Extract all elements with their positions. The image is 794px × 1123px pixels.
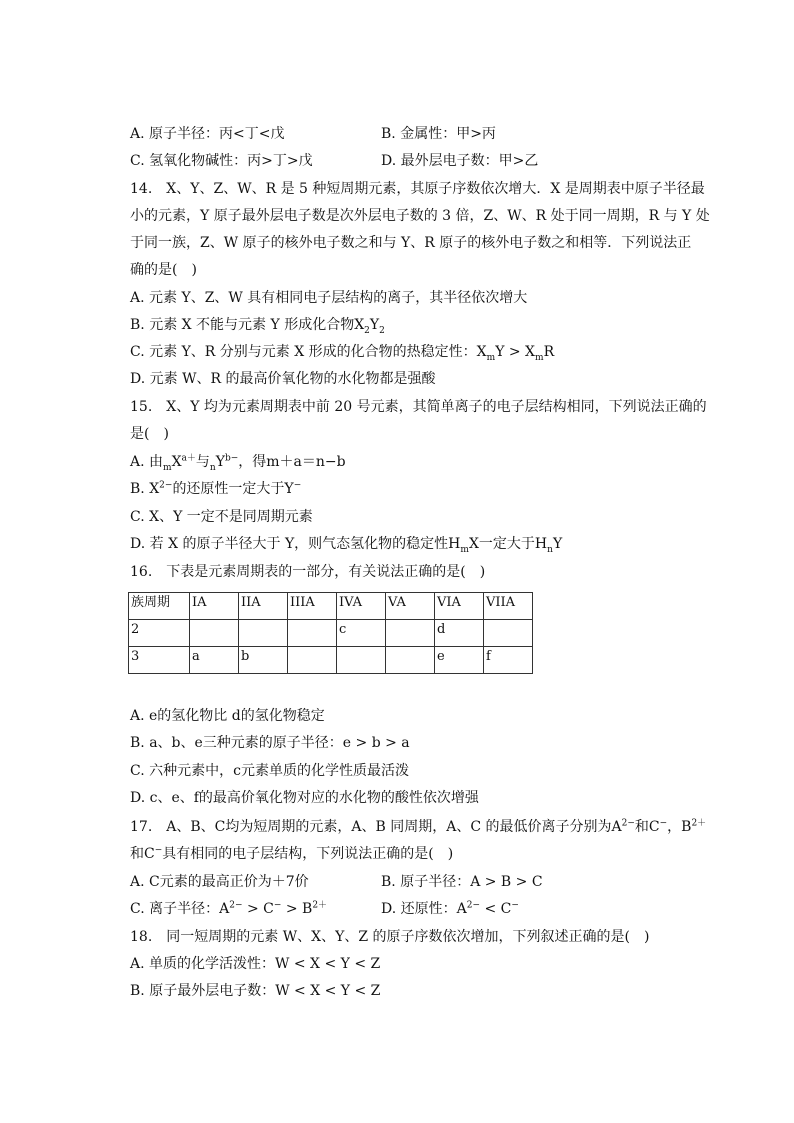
q14-stem-line-4: 确的是( ) — [130, 262, 197, 278]
table-cell: IIIA — [288, 593, 337, 620]
q16-option-a: A. e的氢化物比 d的氢化物稳定 — [130, 708, 325, 724]
q15-stem-line-1: 15. X、Y 均为元素周期表中前 20 号元素，其简单离子的电子层结构相同，下列说法正确的 — [130, 399, 707, 415]
q15-option-b: B. $X^{2-}$的还原性一定大于Y− — [130, 480, 302, 497]
q15-option-a: A. 由$_mX^{a+}$与$_nY^{b-}$，得m＋a＝n−b — [130, 453, 346, 473]
table-cell: a — [190, 647, 239, 674]
table-cell: c — [337, 620, 386, 647]
q18-stem: 18. 同一短周期的元素 W、X、Y、Z 的原子序数依次增加，下列叙述正确的是( ) — [130, 929, 650, 945]
table-header-row — [129, 593, 533, 620]
q16-option-b: B. a、b、e三种元素的原子半径：e > b > a — [130, 735, 410, 751]
q14-stem-line-2: 小的元素，Y 原子最外层电子数是次外层电子数的 3 倍，Z、W、R 处于同一周期，R 与 Y 处 — [130, 208, 710, 224]
table-cell: IIA — [239, 593, 288, 620]
q16-option-d: D. c、e、f的最高价氧化物对应的水化物的酸性依次增强 — [130, 790, 479, 806]
q14-option-c: C. 元素 Y、R 分别与元素 X 形成的化合物的热稳定性：$X_mY > X_mR$ — [130, 344, 555, 363]
table-cell — [484, 620, 533, 647]
table-cell: 2 — [129, 620, 190, 647]
q15-option-d: D. 若 X 的原子半径大于 Y，则气态氢化物的稳定性$H_mX$一定大于$H_nY$ — [130, 536, 563, 555]
q17-option-c: C. 离子半径：$A^{2-} > C^- > B^{2+}$ — [130, 900, 328, 917]
q18-option-a: A. 单质的化学活泼性：W < X < Y < Z — [130, 956, 381, 972]
table-cell: e — [435, 647, 484, 674]
table-cell — [386, 620, 435, 647]
q13-option-d: D. 最外层电子数：甲>乙 — [381, 153, 539, 169]
q14-option-d: D. 元素 W、R 的最高价氧化物的水化物都是强酸 — [130, 371, 436, 387]
q18-option-b: B. 原子最外层电子数：W < X < Y < Z — [130, 983, 381, 999]
table-cell: IVA — [337, 593, 386, 620]
table-cell: VIIA — [484, 593, 533, 620]
q13-option-b: B. 金属性：甲>丙 — [381, 126, 496, 142]
table-cell: b — [239, 647, 288, 674]
q16-stem: 16. 下表是元素周期表的一部分，有关说法正确的是( ) — [130, 564, 486, 580]
table-cell — [386, 647, 435, 674]
table-cell: VIA — [435, 593, 484, 620]
q17-option-d: D. 还原性：$A^{2-} < C^-$ — [381, 900, 519, 917]
table-cell — [288, 620, 337, 647]
table-cell: VA — [386, 593, 435, 620]
table-cell: 族周期 — [129, 593, 190, 620]
q14-stem-line-1: 14. X、Y、Z、W、R 是 5 种短周期元素，其原子序数依次增大．X 是周期表中原子半径最 — [130, 181, 705, 197]
table-cell: IA — [190, 593, 239, 620]
table-cell — [288, 647, 337, 674]
table-row — [129, 647, 533, 674]
q14-option-a: A. 元素 Y、Z、W 具有相同电子层结构的离子，其半径依次增大 — [130, 290, 528, 306]
table-cell — [337, 647, 386, 674]
q17-option-a: A. C元素的最高正价为＋7价 — [130, 874, 309, 890]
q17-option-b: B. 原子半径：A > B > C — [381, 874, 543, 890]
q13-option-c: C. 氢氧化物碱性：丙>丁>戊 — [130, 153, 313, 169]
q16-option-c: C. 六种元素中，c元素单质的化学性质最活泼 — [130, 763, 409, 779]
table-row — [129, 620, 533, 647]
table-cell: f — [484, 647, 533, 674]
q17-stem-line-2: 和C−具有相同的电子层结构，下列说法正确的是( ) — [130, 845, 454, 862]
q15-option-c: C. X、Y 一定不是同周期元素 — [130, 509, 313, 525]
table-cell — [239, 620, 288, 647]
table-cell: 3 — [129, 647, 190, 674]
table-cell: d — [435, 620, 484, 647]
q17-stem-line-1: 17. A、B、C均为短周期的元素，A、B 同周期，A、C 的最低价离子分别为$A^{2-}$和C−，$B^{2+}$ — [130, 818, 707, 835]
q13-option-a: A. 原子半径：丙<丁<戊 — [130, 126, 285, 142]
q15-stem-line-2: 是( ) — [130, 426, 169, 442]
q14-stem-line-3: 于同一族，Z、W 原子的核外电子数之和与 Y、R 原子的核外电子数之和相等．下列说法正 — [130, 235, 692, 251]
periodic-table-excerpt — [128, 592, 533, 674]
q14-option-b: B. 元素 X 不能与元素 Y 形成化合物$X_2Y_2$ — [130, 317, 385, 336]
table-cell — [190, 620, 239, 647]
